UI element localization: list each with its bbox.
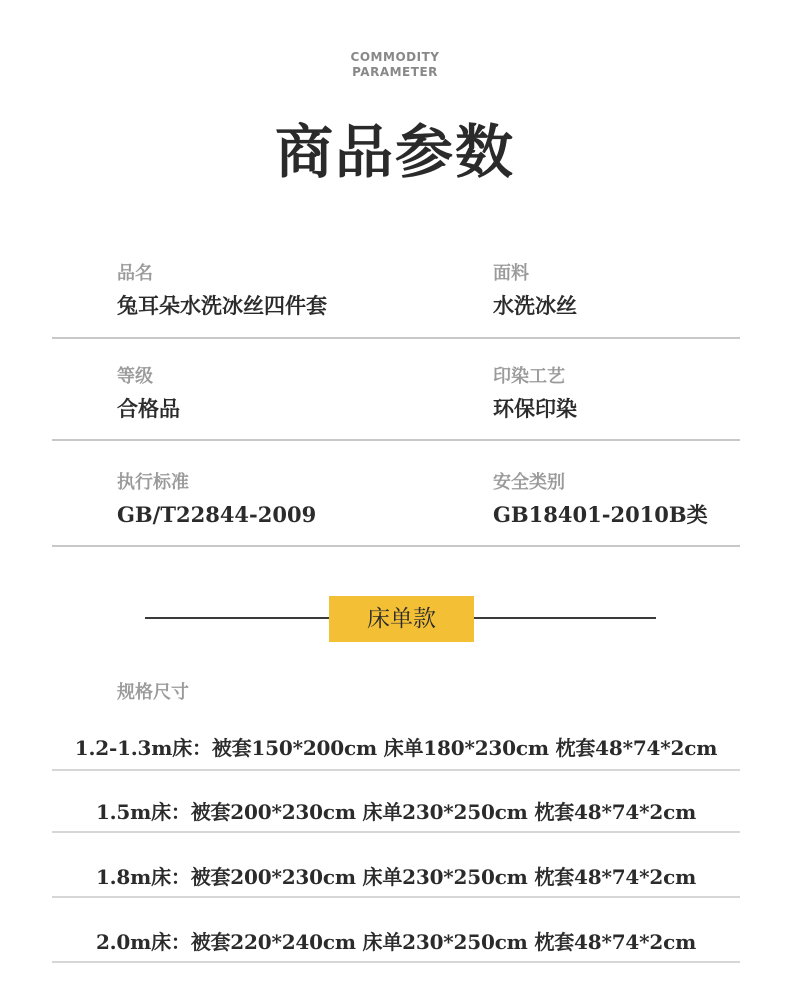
spec-heading: 规格尺寸 xyxy=(117,682,189,703)
param-grade xyxy=(117,365,180,423)
param-value: 兔耳朵水洗冰丝四件套 xyxy=(117,293,327,318)
spec-row xyxy=(52,833,740,898)
param-dyeing-process xyxy=(493,365,577,423)
param-value: GB/T22844-2009 xyxy=(117,502,317,527)
param-label: 印染工艺 xyxy=(493,366,565,387)
spec-row xyxy=(52,898,740,963)
param-fabric xyxy=(493,262,577,320)
param-label: 执行标准 xyxy=(117,472,189,493)
spec-text: 1.5m床：被套200*230cm 床单230*250cm 枕套48*74*2cm xyxy=(95,800,697,824)
param-row-standard-safety xyxy=(52,471,740,547)
spec-row xyxy=(52,771,740,833)
param-safety-category xyxy=(493,471,708,529)
spec-row xyxy=(52,720,740,771)
divider-line-right xyxy=(474,617,656,619)
param-product-name xyxy=(117,262,327,320)
param-value: 水洗冰丝 xyxy=(493,293,577,318)
spec-text: 2.0m床：被套220*240cm 床单230*250cm 枕套48*74*2cm xyxy=(95,930,697,954)
header-eyebrow xyxy=(0,50,790,80)
param-label: 安全类别 xyxy=(493,472,565,493)
param-value: 环保印染 xyxy=(493,396,577,421)
param-value: GB18401-2010B类 xyxy=(493,502,708,527)
param-row-grade-dyeing xyxy=(52,365,740,441)
param-label: 等级 xyxy=(117,366,153,387)
eyebrow-line-1: COMMODITY xyxy=(350,50,440,64)
eyebrow-line-2: PARAMETER xyxy=(352,65,438,79)
spec-text: 1.8m床：被套200*230cm 床单230*250cm 枕套48*74*2cm xyxy=(95,865,697,889)
section-divider xyxy=(0,596,790,642)
divider-line-left xyxy=(145,617,329,619)
param-label: 品名 xyxy=(117,263,153,284)
section-badge: 床单款 xyxy=(329,596,474,642)
param-label: 面料 xyxy=(493,263,529,284)
param-standard xyxy=(117,471,316,529)
page-title: 商品参数 xyxy=(274,118,515,186)
spec-text: 1.2-1.3m床：被套150*200cm 床单180*230cm 枕套48*74*2cm xyxy=(74,736,718,760)
param-row-name-fabric xyxy=(52,262,740,339)
param-value: 合格品 xyxy=(117,396,180,421)
